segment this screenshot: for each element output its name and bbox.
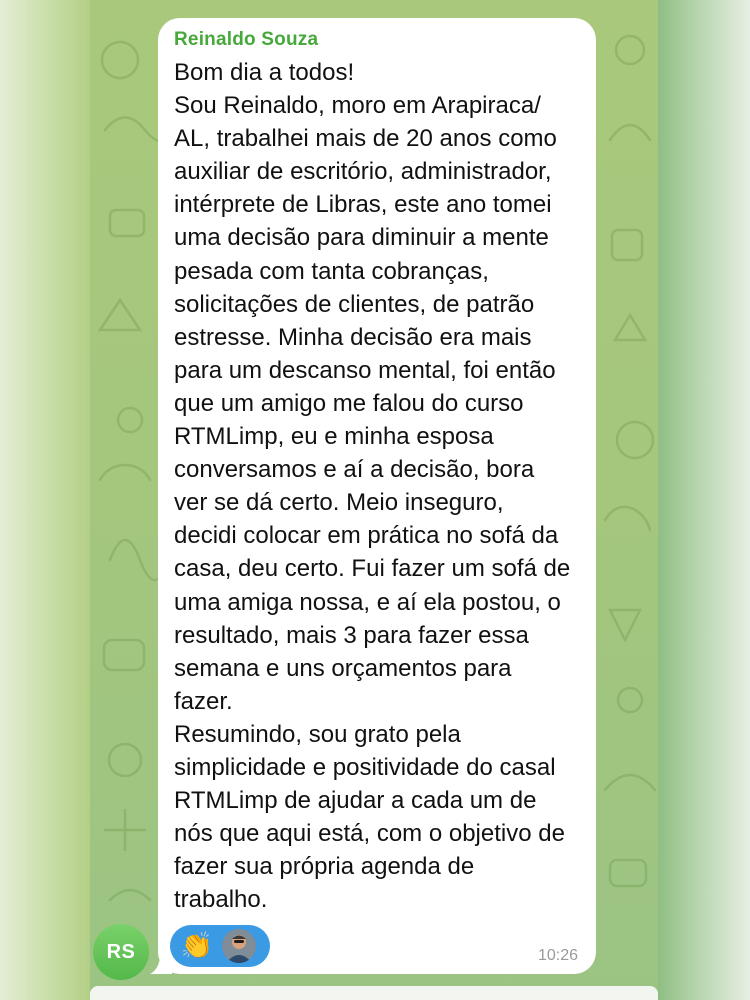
message-timestamp: 10:26	[538, 947, 579, 964]
message-text-line: solicitações de clientes, de patrão	[174, 290, 535, 318]
message-text-line: uma decisão para diminuir a mente	[174, 224, 549, 252]
message-text-line: simplicidade e positividade do casal	[174, 753, 556, 781]
message-text-line: intérprete de Libras, este ano tomei	[174, 191, 552, 219]
message-text-line: RTMLimp, eu e minha esposa	[174, 423, 494, 451]
message-text-line: estresse. Minha decisão era mais	[174, 323, 532, 351]
message-text-line: casa, deu certo. Fui fazer um sofá de	[174, 555, 571, 583]
message-text-line: auxiliar de escritório, administrador,	[174, 158, 552, 186]
message-text-line: que um amigo me falou do curso	[174, 389, 524, 417]
message-text-line: RTMLimp de ajudar a cada um de	[174, 787, 537, 815]
clapping-hands-icon: 👏	[180, 931, 214, 961]
message-text-line: conversamos e aí a decisão, bora	[174, 456, 535, 484]
message-text-line: Resumindo, sou grato pela	[174, 720, 461, 748]
message-text-line: pesada com tanta cobranças,	[174, 257, 489, 285]
message-text-line: Sou Reinaldo, moro em Arapiraca/	[174, 92, 541, 120]
message-text-line: trabalho.	[174, 886, 268, 914]
message-text-line: resultado, mais 3 para fazer essa	[174, 621, 529, 649]
message-text-line: Bom dia a todos!	[174, 59, 355, 86]
person-icon	[222, 929, 256, 963]
message-bubble[interactable]	[158, 18, 596, 974]
message-text-line: decidi colocar em prática no sofá da	[174, 522, 559, 550]
message-text-line: para um descanso mental, foi então	[174, 356, 556, 384]
next-message-bubble-edge	[90, 986, 658, 1000]
message-text-line: uma amiga nossa, e aí ela postou, o	[174, 588, 561, 616]
sender-name[interactable]: Reinaldo Souza	[174, 29, 319, 50]
message-text-line: fazer.	[174, 687, 233, 715]
message-text-line: nós que aqui está, com o objetivo de	[174, 820, 565, 848]
message-text-line: fazer sua própria agenda de	[174, 853, 475, 881]
reactor-avatar[interactable]	[222, 929, 256, 963]
message-text	[174, 56, 580, 916]
message-text-line: semana e uns orçamentos para	[174, 654, 512, 682]
message-text-line: AL, trabalhei mais de 20 anos como	[174, 125, 557, 153]
sender-avatar[interactable]: RS	[93, 924, 149, 980]
message-text-line: ver se dá certo. Meio inseguro,	[174, 489, 504, 517]
reaction-pill[interactable]	[170, 925, 270, 967]
background-left-edge	[0, 0, 90, 1000]
background-right-edge	[658, 0, 750, 1000]
